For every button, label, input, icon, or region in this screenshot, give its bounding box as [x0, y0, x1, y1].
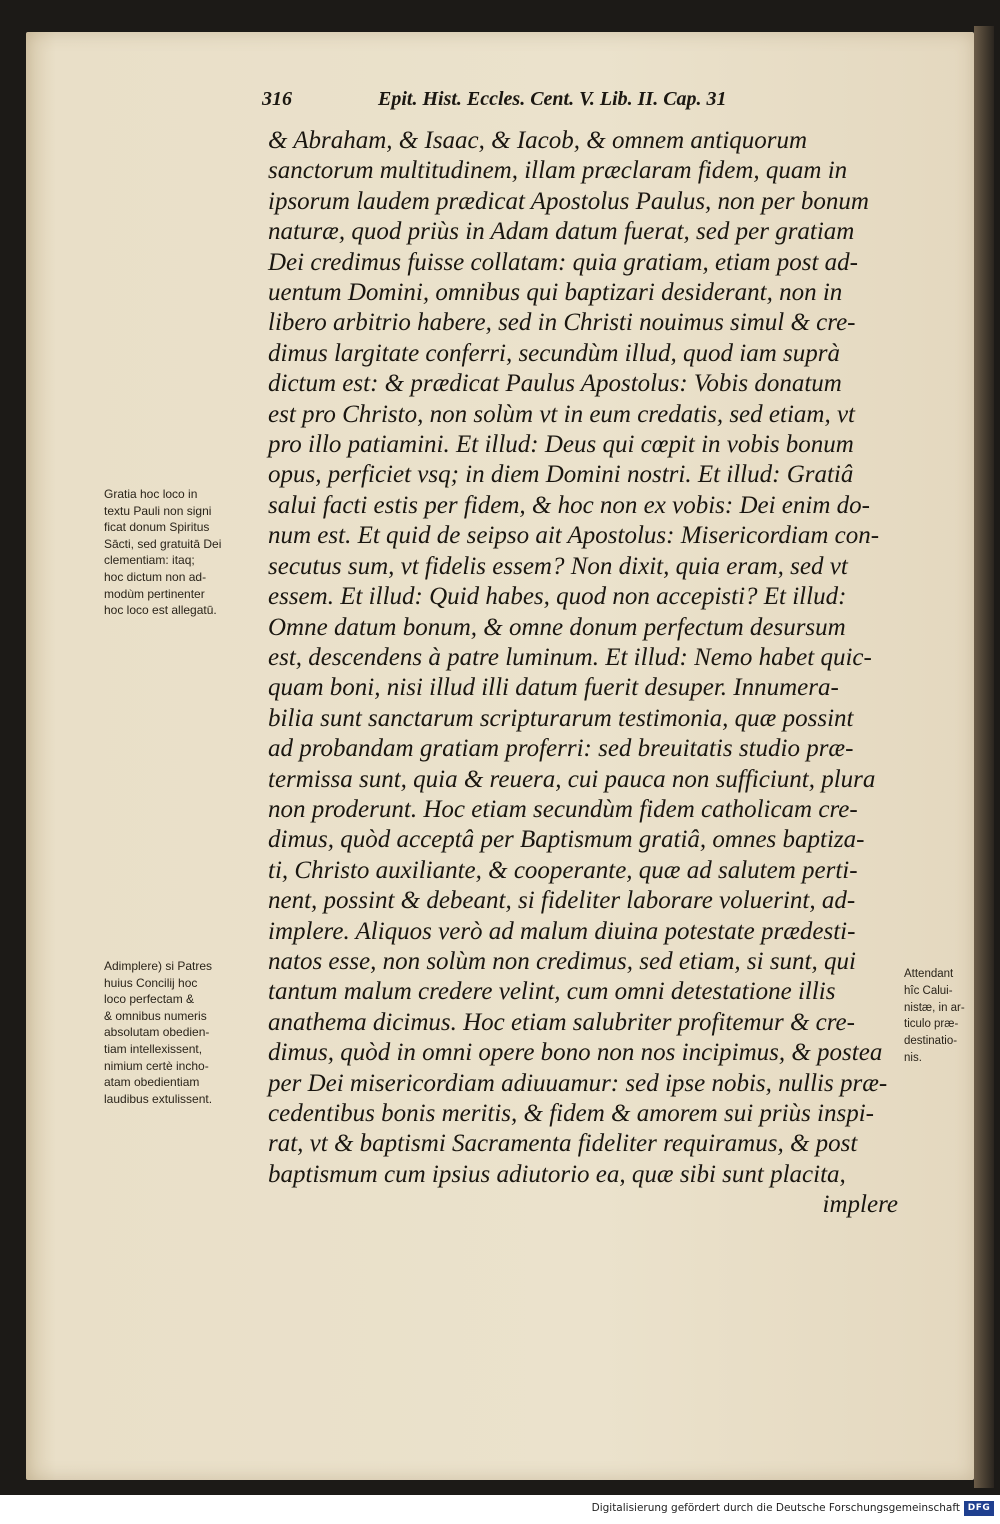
- margin-note-grace: [104, 486, 266, 619]
- text-line: naturæ, quod priùs in Adam datum fuerat, sed per gratiam: [268, 218, 855, 246]
- digitization-footer: [0, 1495, 1000, 1524]
- text-line: natos esse, non solùm non credimus, sed etiam, si sunt, qui: [268, 947, 856, 975]
- margin-note-line: ticulo præ-: [904, 1018, 959, 1031]
- text-line: cedentibus bonis meritis, & fidem & amorem sui priùs inspi-: [268, 1100, 874, 1127]
- margin-note-line: Attendant: [904, 968, 954, 980]
- text-line: implere. Aliquos verò ad malum diuina potestate prædesti-: [268, 917, 856, 945]
- text-line: baptismum cum ipsius adiutorio ea, quæ sibi sunt placita,: [268, 1160, 846, 1188]
- margin-note-line: modùm pertinenter: [104, 586, 205, 601]
- text-line: nent, possint & debeant, si fideliter laborare voluerint, ad-: [268, 887, 856, 915]
- text-line: uentum Domini, omnibus qui baptizari desiderant, non in: [268, 279, 843, 307]
- page-number: 316: [262, 88, 292, 110]
- margin-note-line: ficat donum Spiritus: [104, 520, 210, 535]
- funding-credit: Digitalisierung gefördert durch die Deutsche Forschungsgemeinschaft: [591, 1502, 960, 1514]
- text-line: est pro Christo, non solùm vt in eum credatis, sed etiam, vt: [268, 400, 855, 428]
- text-line: dictum est: & prædicat Paulus Apostolus: Vobis donatum: [268, 370, 842, 398]
- main-text-block: [268, 126, 898, 1221]
- margin-note-line: huius Concilij hoc: [104, 975, 198, 990]
- text-line: Omne datum bonum, & omne donum perfectum desursum: [268, 613, 846, 641]
- margin-note-line: Adimplere) si Patres: [104, 959, 213, 973]
- margin-note-line: laudibus extulissent.: [104, 1091, 213, 1106]
- margin-note-line: & omnibus numeris: [104, 1008, 207, 1023]
- text-line: secutus sum, vt fidelis essem? Non dixit, quia eram, sed vt: [268, 552, 848, 580]
- text-line: tantum malum credere velint, cum omni detestatione illis: [268, 978, 836, 1006]
- catchword: implere: [822, 1191, 898, 1219]
- running-title: Epit. Hist. Eccles. Cent. V. Lib. II. Cap. 31: [378, 88, 727, 110]
- margin-note-line: hoc loco est allegatū.: [104, 603, 217, 618]
- text-line: Dei credimus fuisse collatam: quia gratiam, etiam post ad-: [268, 248, 858, 276]
- text-line: ad probandam gratiam proferri: sed breuitatis studio præ-: [268, 735, 854, 763]
- margin-note-line: hîc Calui-: [904, 984, 953, 997]
- text-line: num est. Et quid de seipso ait Apostolus: Misericordiam con-: [268, 522, 880, 550]
- text-line: sanctorum multitudinem, illam præclaram fidem, quam in: [268, 157, 848, 185]
- text-line: opus, perficiet vsq; in diem Domini nostri. Et illud: Gratiâ: [268, 461, 854, 489]
- text-line: est, descendens à patre luminum. Et illud: Nemo habet quic-: [268, 643, 872, 671]
- margin-note-line: loco perfectam &: [104, 992, 195, 1007]
- margin-note-line: nimium certè incho-: [104, 1058, 209, 1073]
- running-head: [262, 88, 802, 118]
- text-line: & Abraham, & Isaac, & Iacob, & omnem antiquorum: [268, 127, 808, 154]
- margin-note-line: tiam intellexissent,: [104, 1041, 203, 1056]
- text-line: pro illo patiamini. Et illud: Deus qui cœpit in vobis bonum: [268, 431, 854, 459]
- text-line: bilia sunt sanctarum scripturarum testimonia, quæ possint: [268, 704, 854, 732]
- text-line: rat, vt & baptismi Sacramenta fideliter requiramus, & post: [268, 1130, 858, 1158]
- margin-note-line: destinatio-: [904, 1035, 958, 1048]
- text-line: dimus largitate conferri, secundùm illud, quod iam suprà: [268, 339, 840, 367]
- page-edge-shadow: [974, 26, 994, 1488]
- margin-note-adimplere: [104, 958, 266, 1107]
- margin-note-line: nistæ, in ar-: [904, 1001, 965, 1014]
- margin-note-line: Gratia hoc loco in: [104, 487, 198, 501]
- margin-note-line: hoc dictum non ad-: [104, 569, 207, 584]
- margin-note-line: nis.: [904, 1051, 922, 1064]
- margin-note-attendant: [904, 966, 970, 1067]
- text-line: dimus, quòd acceptâ per Baptismum gratiâ, omnes baptiza-: [268, 826, 865, 854]
- text-line: salui facti estis per fidem, & hoc non ex vobis: Dei enim do-: [268, 491, 870, 519]
- text-line: termissa sunt, quia & reuera, cui pauca non sufficiunt, plura: [268, 765, 876, 793]
- text-line: per Dei misericordiam adiuuamur: sed ipse nobis, nullis præ-: [268, 1069, 888, 1097]
- dfg-logo: DFG: [964, 1501, 994, 1516]
- text-line: anathema dicimus. Hoc etiam salubriter profitemur & cre-: [268, 1008, 855, 1036]
- margin-note-line: textu Pauli non signi: [104, 503, 212, 518]
- text-line: ti, Christo auxiliante, & cooperante, quæ ad salutem perti-: [268, 856, 858, 884]
- margin-note-line: absolutam obedien-: [104, 1025, 210, 1040]
- text-line: libero arbitrio habere, sed in Christi nouimus simul & cre-: [268, 309, 856, 337]
- margin-note-line: Sācti, sed gratuitā Dei: [104, 536, 222, 551]
- margin-note-line: atam obedientiam: [104, 1075, 200, 1090]
- margin-note-line: clementiam: itaq;: [104, 553, 195, 568]
- text-line: quam boni, nisi illud illi datum fuerit desuper. Innumera-: [268, 674, 839, 702]
- text-line: essem. Et illud: Quid habes, quod non accepisti? Et illud:: [268, 583, 847, 611]
- text-line: dimus, quòd in omni opere bono non nos incipimus, & postea: [268, 1039, 883, 1067]
- text-line: non proderunt. Hoc etiam secundùm fidem catholicam cre-: [268, 795, 858, 823]
- text-line: ipsorum laudem prædicat Apostolus Paulus, non per bonum: [268, 187, 869, 215]
